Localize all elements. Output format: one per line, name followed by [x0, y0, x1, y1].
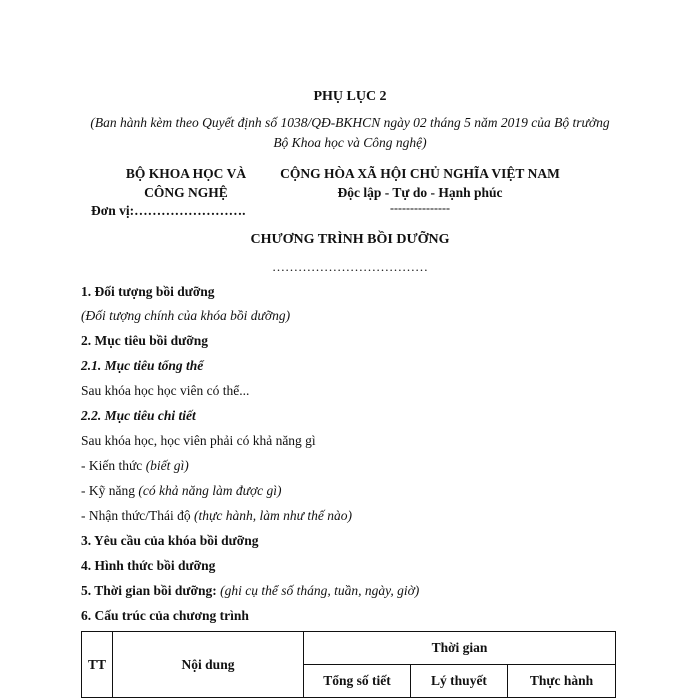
header-cell-theory: Lý thuyết [411, 665, 508, 698]
attitude-label: - Nhận thức/Thái độ [81, 508, 195, 523]
unit-field: Đơn vị:……………………. [91, 203, 246, 218]
section-5-heading: 5. Thời gian bồi dưỡng: [81, 583, 221, 598]
header-cell-practice: Thực hành [508, 665, 616, 698]
section-1-heading: 1. Đối tượng bồi dưỡng [81, 284, 215, 299]
attitude-desc: (thực hành, làm như thế nào) [194, 508, 352, 523]
section-3-heading: 3. Yêu cầu của khóa bồi dưỡng [81, 533, 259, 548]
section-5-desc: (ghi cụ thể số tháng, tuần, ngày, giờ) [220, 583, 420, 598]
header-divider: --------------- [390, 201, 450, 215]
section-6-heading: 6. Cấu trúc của chương trình [81, 608, 249, 623]
appendix-title: PHỤ LỤC 2 [313, 89, 387, 104]
table-header-row-1 [82, 632, 616, 665]
program-title: CHƯƠNG TRÌNH BỒI DƯỠNG [250, 232, 450, 247]
skill-desc: (có khả năng làm được gì) [138, 483, 282, 498]
knowledge-label: - Kiến thức [81, 458, 146, 473]
header-cell-content: Nội dung [113, 632, 304, 698]
skill-item [81, 483, 282, 499]
skill-label: - Kỹ năng [81, 483, 139, 498]
decision-note-line2: Bộ Khoa học và Công nghệ) [273, 135, 427, 150]
program-structure-table [81, 631, 616, 698]
header-cell-time: Thời gian [304, 632, 616, 665]
national-motto: Độc lập - Tự do - Hạnh phúc [337, 185, 503, 200]
section-2-2-heading: 2.2. Mục tiêu chi tiết [81, 408, 196, 423]
country-name: CỘNG HÒA XÃ HỘI CHỦ NGHĨA VIỆT NAM [280, 166, 560, 181]
decision-note [60, 113, 640, 153]
section-2-2-text: Sau khóa học, học viên phải có khả năng gì [81, 433, 316, 448]
ministry-line1: BỘ KHOA HỌC VÀ [125, 166, 247, 181]
section-4-heading: 4. Hình thức bồi dưỡng [81, 558, 216, 573]
section-2-heading: 2. Mục tiêu bồi dưỡng [81, 333, 208, 348]
section-1-desc: (Đối tượng chính của khóa bồi dưỡng) [81, 308, 291, 323]
knowledge-desc: (biết gì) [145, 458, 189, 473]
program-dots: ……………………………… [272, 259, 428, 274]
section-2-1-heading: 2.1. Mục tiêu tổng thể [81, 358, 204, 373]
national-header [270, 164, 570, 202]
decision-note-line1: (Ban hành kèm theo Quyết định số 1038/QĐ-BKHCN ngày 02 tháng 5 năm 2019 của Bộ trưởng [90, 115, 610, 130]
knowledge-item [81, 458, 189, 474]
ministry-line2: CÔNG NGHỆ [144, 185, 228, 200]
header-cell-total: Tổng số tiết [304, 665, 411, 698]
section-5-item [81, 583, 419, 599]
attitude-item [81, 508, 352, 524]
section-2-1-text: Sau khóa học học viên có thể... [81, 383, 250, 398]
header-cell-tt: TT [82, 632, 113, 698]
ministry-name [96, 164, 276, 202]
